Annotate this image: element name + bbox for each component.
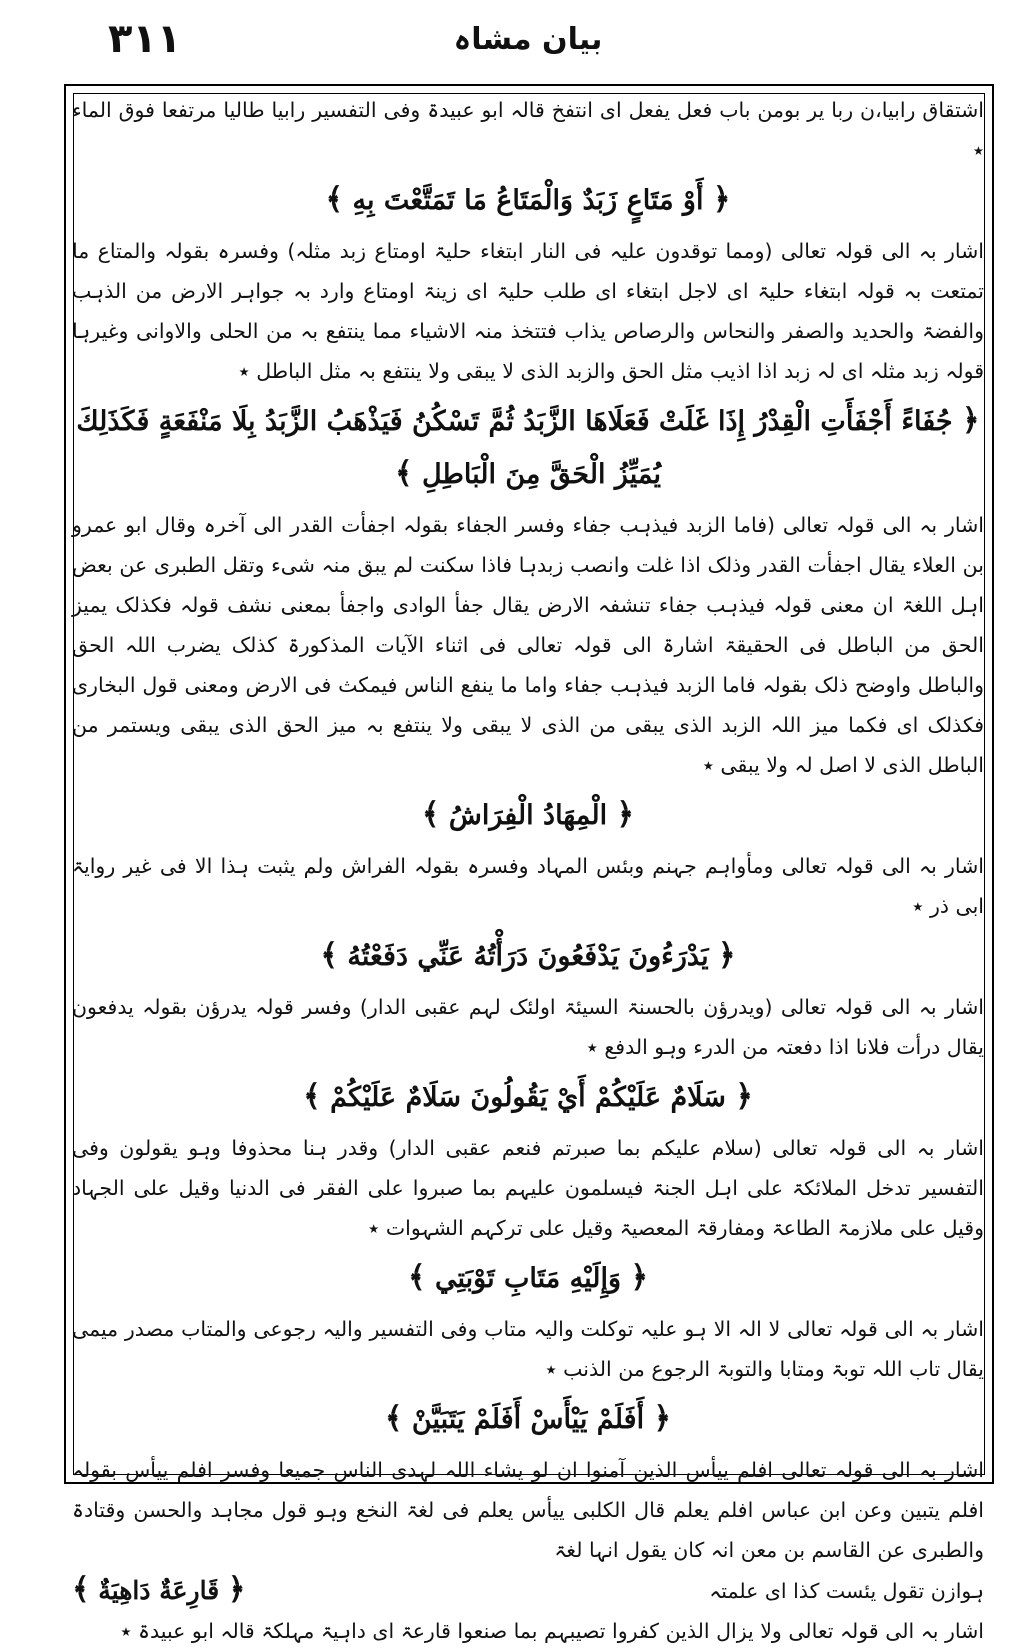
- verse-text: أَوْ مَتَاعٍ زَبَدٌ وَالْمَتَاعُ مَا تَمَتَّعْتَ بِهِ: [352, 185, 704, 216]
- paragraph: اشتقاق رابیا،ن ربا یر بومن باب فعل یفعل ای انتفخ قالہ ابو عبیدۃ وفی التفسیر رابیا طالیا مرتفعا فوق الماء ٭: [72, 98, 984, 162]
- verse-bracket-open: ﴿: [712, 182, 731, 217]
- verse-text: جُفَاءً أَجْفَأَتِ الْقِدْرُ إِذَا غَلَتْ فَعَلَاهَا الزَّبَدُ ثُمَّ تَسْكُنُ فَيَذْهَبُ الزَّبَدُ بِلَا مَنْفَعَةٍ فَكَذَلِكَ يُمَيِّزُ الْحَقَّ مِنَ الْبَاطِلِ: [76, 406, 953, 490]
- paragraph: اشار بہ الی قولہ تعالی (سلام علیکم بما صبرتم فنعم عقبی الدار) وقدر ہنا محذوفا وہو یقولون وفی التفسیر تدخل الملائکۃ علی اہل الجنۃ فیسلمون علیہم بما صبروا علی الفقر فی الدنیا وقیل علی الجہاد وقیل علی ملازمۃ الطاعۃ ومفارقۃ المعصیۃ وقیل علی ترکہم الشہوات ٭: [72, 1136, 984, 1240]
- quoted-verse: [68, 1071, 988, 1124]
- verse-bracket-open: ﴿: [227, 1572, 246, 1607]
- paragraph-tail: ہوازن تقول یئست کذا ای علمتہ: [709, 1578, 984, 1603]
- verse-text: أَفَلَمْ يَيْأَسْ أَفَلَمْ يَتَبَيَّنْ: [411, 1404, 645, 1435]
- verse-text: الْمِهَادُ الْفِرَاشُ: [448, 800, 608, 831]
- verse-text: وَإِلَيْهِ مَتَابِ تَوْبَتِي: [434, 1263, 622, 1294]
- page-number: ٣١١: [108, 16, 182, 62]
- commentary-body: [68, 90, 988, 1651]
- paragraph: اشار بہ الی قولہ تعالی ولا یزال الذین کفروا تصیبہم بما صنعوا قارعۃ ای داہیۃ مہلکۃ قالہ ابو عبیدۃ ٭: [120, 1619, 984, 1643]
- verse-bracket-open: ﴿: [630, 1260, 649, 1295]
- quoted-verse: [72, 1570, 245, 1611]
- verse-bracket-open: ﴿: [962, 403, 980, 438]
- paragraph: اشار بہ الی قولہ تعالی ومأواہم جہنم وبئس المہاد وفسرہ بقولہ الفراش ولم یثبت ہذا الا فی غیر روایۃ ابی ذر ٭: [72, 854, 984, 918]
- paragraph: اشار بہ الی قولہ تعالی (ومما توقدون علیہ فی النار ابتغاء حلیۃ اومتاع زبد مثلہ) وفسرہ بقولہ والمتاع ما تمتعت بہ قولہ ابتغاء حلیۃ ای لاجل ابتغاء ای طلب حلیۃ ای زینۃ اومتاع وارد بہ جواہر الارض من الذہب والفضۃ والحدید والصفر والنحاس والرصاص یذاب فتتخذ منہ الاشیاء مما ینتفع بہ من الحلی والاوانی وغیرہا قولہ زبد مثلہ ای لہ زبد اذا اذیب مثل الحق والزبد الذی لا یبقی ولا ینتفع بہ مثل الباطل ٭: [72, 239, 984, 383]
- paragraph: اشار بہ الی قولہ تعالی (فاما الزبد فیذہب جفاء وفسر الجفاء بقولہ اجفأت القدر الی آخرہ وقال ابو عمرو بن العلاء یقال اجفأت القدر وذلک اذا غلت وانصب زبدہا فاذا سکنت لم یبق منہ شیء وتقل الطبری عن بعض اہل اللغۃ ان معنی قولہ فیذہب جفاء تنشفہ الارض یقال جفأ الوادی واجفأ بمعنی نشف قولہ فکذلک یمیز الحق من الباطل فی الحقیقۃ اشارۃ الی قولہ تعالی فی اثناء الآیات المذکورۃ کذلک یضرب اللہ الحق والباطل واوضح ذلک بقولہ فاما الزبد فیذہب جفاء واما ما ینفع الناس فیمکث فی الارض ومعنی قول البخاری فکذلک ای فکما میز اللہ الزبد الذی یبقی من الذی لا یبقی ولا ینتفع بہ میز الحق الذی یبقی ویستمر من الباطل الذی لا اصل لہ ولا یبقی ٭: [72, 513, 984, 777]
- quoted-verse: [68, 1393, 988, 1446]
- quoted-verse: [68, 395, 988, 501]
- verse-text: سَلَامٌ عَلَيْكُمْ أَيْ يَقُولُونَ سَلَامٌ عَلَيْكُمْ: [330, 1082, 726, 1113]
- quoted-verse: [68, 789, 988, 842]
- verse-bracket-close: ﴾: [325, 182, 344, 217]
- verse-bracket-close: ﴾: [303, 1079, 321, 1114]
- quoted-verse: [68, 174, 988, 227]
- paragraph: اشار بہ الی قولہ تعالی (ویدرؤن بالحسنۃ السیئۃ اولئک لہم عقبی الدار) وفسر قولہ یدرؤن بقولہ یدفعون یقال درأت فلانا اذا دفعتہ من الدرء وہو الدفع ٭: [72, 995, 984, 1059]
- verse-bracket-open: ﴿: [653, 1401, 672, 1436]
- paragraph: اشار بہ الی قولہ تعالی افلم ییأس الذین آمنوا ان لو یشاء اللہ لہدی الناس جمیعا وفسر افلم ییأس بقولہ افلم یتبین وعن ابن عباس افلم یعلم قال الکلبی ییأس یعلم فی لغۃ النخع وہو قول مجاہد والحسن وقتادۃ والطبری عن القاسم بن معن انہ کان یقول انہا لغۃ: [72, 1458, 984, 1562]
- line-with-inline-verse: [68, 1570, 988, 1611]
- verse-bracket-close: ﴾: [384, 1401, 403, 1436]
- verse-bracket-close: ﴾: [394, 456, 413, 491]
- quoted-verse: [68, 930, 988, 983]
- verse-bracket-close: ﴾: [421, 797, 440, 832]
- running-title: بیان مشاہ: [453, 22, 603, 57]
- verse-bracket-close: ﴾: [407, 1260, 426, 1295]
- verse-bracket-close: ﴾: [320, 938, 338, 973]
- verse-bracket-open: ﴿: [616, 797, 635, 832]
- verse-bracket-open: ﴿: [735, 1079, 753, 1114]
- page-header: [60, 14, 996, 84]
- verse-text: قَارِعَةٌ دَاهِيَةٌ: [98, 1576, 220, 1605]
- quoted-verse: [68, 1252, 988, 1305]
- paragraph: اشار بہ الی قولہ تعالی لا الہ الا ہو علیہ توکلت والیہ متاب وفی التفسیر والیہ رجوعی والمتاب مصدر میمی یقال تاب اللہ توبۃ ومتابا والتوبۃ الرجوع من الذنب ٭: [72, 1317, 984, 1381]
- verse-text: يَدْرَءُونَ يَدْفَعُونَ دَرَأْتُهُ عَنِّي دَفَعْتُهُ: [347, 941, 709, 972]
- verse-bracket-open: ﴿: [718, 938, 736, 973]
- verse-bracket-close: ﴾: [72, 1572, 90, 1607]
